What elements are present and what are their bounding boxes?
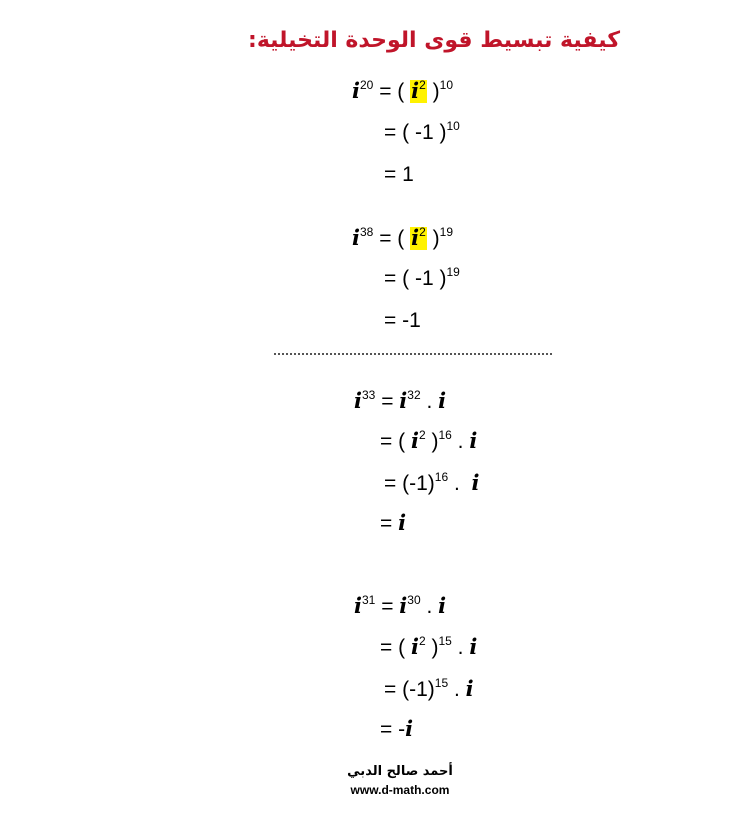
exponent: 20 [359,78,374,92]
result-value: -i [398,716,414,741]
equation-line: = ( $i^2$ )$^{16}$ . i [380,428,478,453]
equation-line: = ( -1 )$^{19}$ [384,265,460,290]
left-paren: ( [397,80,405,103]
equation-line: = ( $i^2$ )$^{15}$ . i [380,634,478,659]
imaginary-unit: i [352,225,360,250]
exponent: 19 [439,225,454,239]
equation-result: = -i [380,716,414,741]
equation-line: $i^{31} = i^{30}$ . i [354,593,447,618]
equation-line: $i^{33} = i^{32}$ . i [354,388,447,413]
equals-sign: = [379,80,392,103]
negative-one: -1 [414,267,434,290]
highlighted-i-squared: $i^2$ [411,225,426,250]
exponent: 19 [446,265,460,279]
negative-one: -1 [414,121,434,144]
equation-line: = $(-1)^{15}$ . i [384,676,474,701]
website-link[interactable]: www.d-math.com [350,783,450,797]
highlighted-i-squared: $i^2$ [411,78,426,103]
result-value: -1 [402,309,421,332]
equation-line: = ( -1 )$^{10}$ [384,119,460,144]
dot-operator: . [426,390,433,413]
result-value: i [398,510,407,535]
imaginary-unit: i [352,78,360,103]
equation-result: = i [380,510,407,535]
equation-result: = -1 [384,309,421,332]
result-value: 1 [402,163,414,186]
exponent: 10 [439,78,454,92]
exponent: 38 [359,225,374,239]
equation-line: $i^{38}$ = ( $i^2$ )$^{19}$ [352,225,454,250]
exponent: 10 [446,119,460,133]
equation-line [352,80,453,102]
author-name: أحمد صالح الدبي [347,764,453,779]
right-paren: ) [432,80,440,103]
equation-result: = 1 [384,163,414,186]
equation-line: = $(-1)^{16}$ . i [384,470,480,495]
dotted-separator [274,353,552,355]
page-title: كيفية تبسيط قوى الوحدة التخيلية: [248,28,620,53]
